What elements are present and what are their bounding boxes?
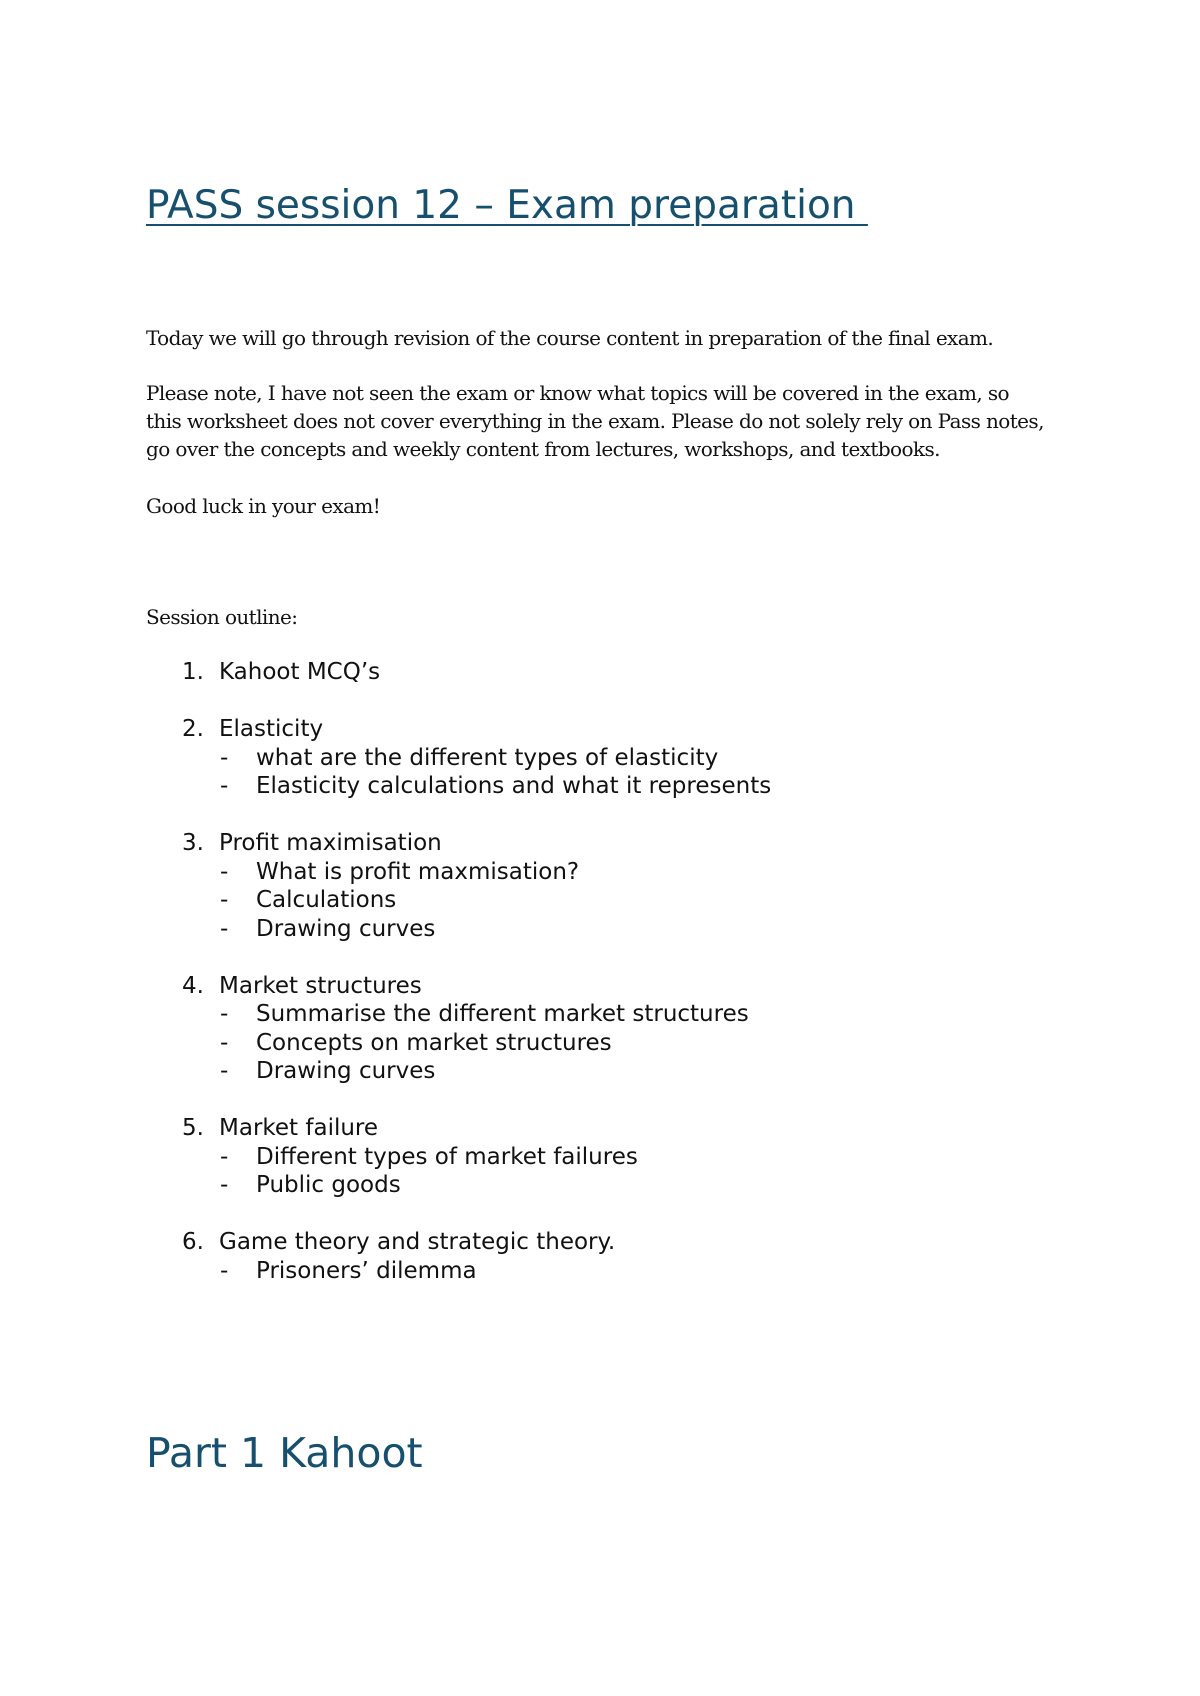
- outline-subitem-text: What is profit maxmisation?: [256, 858, 580, 885]
- dash-bullet: -: [220, 1257, 229, 1284]
- outline-item-number: 2.: [182, 716, 204, 742]
- outline-subitem-text: Drawing curves: [256, 1058, 436, 1084]
- outline-item-text: Elasticity: [219, 716, 324, 742]
- outline-label: Session outline:: [146, 605, 298, 629]
- outline-subitem: [146, 772, 1146, 801]
- outline-subitem: [146, 1171, 1146, 1200]
- note-paragraph: [146, 379, 1044, 463]
- outline-item-heading: [146, 715, 1146, 744]
- outline-subitem-text: what are the different types of elasticity: [256, 744, 719, 771]
- dash-bullet: -: [220, 1143, 229, 1170]
- outline-subitem-text: Prisoners’ dilemma: [256, 1257, 477, 1284]
- outline-subitem: [146, 1057, 1146, 1086]
- outline-item-number: 1.: [182, 659, 204, 685]
- dash-bullet: -: [220, 858, 229, 885]
- document-title: PASS session 12 – Exam preparation: [146, 183, 868, 228]
- outline-item-number: 3.: [182, 830, 204, 856]
- good-luck-text: Good luck in your exam!: [146, 494, 381, 518]
- outline-item: [146, 658, 1146, 687]
- dash-bullet: -: [220, 1001, 229, 1027]
- dash-bullet: -: [220, 773, 229, 799]
- intro-paragraph: Today we will go through revision of the course content in preparation of the final exam.: [146, 326, 994, 350]
- outline-item-number: 6.: [182, 1229, 204, 1255]
- outline-subitem-text: Drawing curves: [256, 915, 436, 942]
- outline-item: [146, 715, 1146, 801]
- outline-item: [146, 829, 1146, 943]
- outline-subitem-text: Public goods: [256, 1172, 401, 1198]
- outline-item-heading: [146, 1228, 1146, 1257]
- outline-subitem-text: Concepts on market structures: [256, 1029, 612, 1056]
- outline-subitem: [146, 1143, 1146, 1172]
- dash-bullet: -: [220, 887, 229, 913]
- outline-item: [146, 1114, 1146, 1200]
- outline-item-heading: [146, 1114, 1146, 1143]
- outline-subitem: [146, 1000, 1146, 1029]
- outline-item: [146, 972, 1146, 1086]
- dash-bullet: -: [220, 1058, 229, 1084]
- outline-item-text: Market structures: [219, 972, 422, 999]
- outline-item-heading: [146, 658, 1146, 687]
- note-line: go over the concepts and weekly content from lectures, workshops, and textbooks.: [146, 437, 940, 461]
- session-outline-list: [146, 658, 1146, 1314]
- outline-subitem: [146, 858, 1146, 887]
- outline-item-text: Profit maximisation: [219, 830, 442, 856]
- outline-item-text: Kahoot MCQ’s: [219, 659, 381, 685]
- outline-subitem: [146, 1257, 1146, 1286]
- outline-item-text: Market failure: [219, 1115, 379, 1141]
- outline-subitem: [146, 886, 1146, 915]
- outline-subitem-text: Summarise the different market structures: [256, 1001, 749, 1027]
- note-line: this worksheet does not cover everything in the exam. Please do not solely rely on Pass notes,: [146, 409, 1044, 433]
- outline-subitem: [146, 744, 1146, 773]
- outline-item-number: 4.: [182, 972, 204, 999]
- outline-subitem-text: Elasticity calculations and what it represents: [256, 773, 772, 799]
- outline-subitem-text: Calculations: [256, 887, 397, 913]
- dash-bullet: -: [220, 1172, 229, 1198]
- outline-item-heading: [146, 829, 1146, 858]
- part1-heading: Part 1 Kahoot: [146, 1429, 423, 1477]
- outline-item-heading: [146, 972, 1146, 1001]
- outline-item-text: Game theory and strategic theory.: [219, 1229, 616, 1255]
- outline-item: [146, 1228, 1146, 1285]
- dash-bullet: -: [220, 744, 229, 771]
- note-line: Please note, I have not seen the exam or know what topics will be covered in the exam, so: [146, 381, 1009, 405]
- outline-subitem: [146, 1029, 1146, 1058]
- outline-subitem: [146, 915, 1146, 944]
- outline-item-number: 5.: [182, 1115, 204, 1141]
- dash-bullet: -: [220, 915, 229, 942]
- outline-subitem-text: Different types of market failures: [256, 1143, 638, 1170]
- dash-bullet: -: [220, 1029, 229, 1056]
